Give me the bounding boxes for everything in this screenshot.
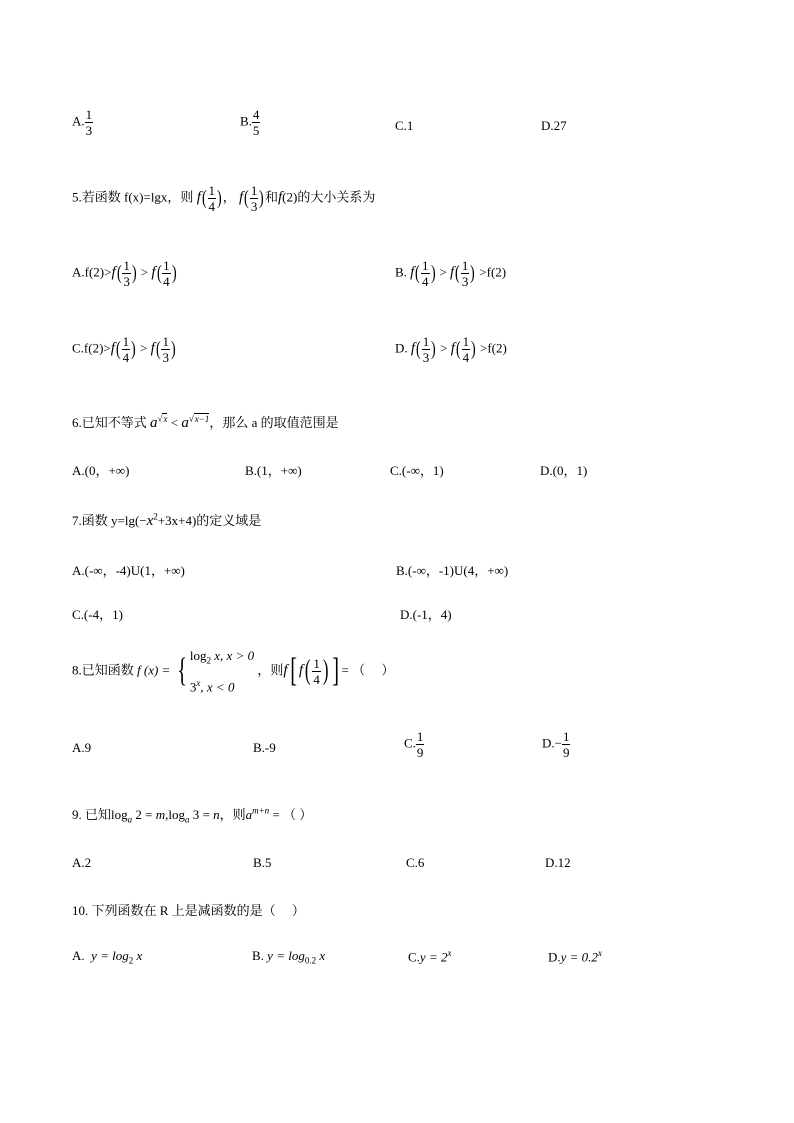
paren: ( [455, 338, 461, 360]
q7-prefix: 7.函数 y=lg(− [72, 513, 147, 528]
option-tail: >f(2) [479, 264, 507, 280]
exponent: x [196, 677, 201, 688]
option-label: B. [240, 113, 252, 129]
q9-option-c: C.6 [406, 855, 425, 870]
numerator: 1 [162, 334, 169, 349]
case-1-rest: x, x > 0 [211, 648, 255, 663]
formula: y = log [267, 948, 305, 963]
q8-stem [72, 645, 394, 698]
numerator: 1 [208, 183, 216, 198]
fraction [461, 259, 470, 288]
option-label: C. [404, 735, 416, 751]
q7-option-c: C.(-4，1) [72, 607, 123, 622]
paren: ) [431, 338, 436, 360]
paren: ) [217, 187, 222, 209]
denominator: 3 [85, 123, 93, 138]
q8-option-a: A.9 [72, 740, 92, 755]
q10-option-b [252, 948, 325, 966]
comma: , [165, 807, 169, 822]
brace: { [176, 652, 187, 690]
option-label: A. [72, 948, 85, 963]
option-label: C. [408, 949, 420, 965]
formula: y = 0.2 [560, 949, 598, 965]
denominator: 4 [208, 199, 216, 214]
base-a: a [245, 807, 253, 822]
q6-option-d: D.(0，1) [540, 463, 588, 478]
base-3: 3 [189, 678, 197, 694]
denominator: 4 [122, 350, 130, 365]
func-f: f [283, 662, 288, 679]
fraction [85, 108, 94, 137]
func-f: f [450, 340, 455, 357]
base-a: a [150, 415, 158, 431]
numerator: 1 [122, 334, 130, 349]
denominator: 3 [461, 274, 469, 289]
option-label: A. [72, 113, 85, 129]
var-n: n [213, 807, 220, 822]
then: ，则 [257, 662, 284, 678]
then: ，则 [219, 807, 246, 822]
paren: ) [430, 262, 436, 284]
denominator: 4 [163, 274, 170, 289]
option-label: D. [548, 949, 561, 965]
option-label: B. [252, 948, 264, 963]
fraction [312, 657, 321, 686]
paren: ( [155, 338, 161, 360]
power: 2 [153, 511, 158, 522]
paren: ( [115, 338, 121, 360]
paren: ) [322, 655, 329, 687]
q6-prefix: 6.已知不等式 [72, 415, 147, 430]
formula: y = log [91, 948, 129, 963]
q8-option-d [542, 730, 570, 759]
log-base: 0.2 [304, 955, 317, 966]
equals-blank: = （ ） [269, 807, 313, 822]
q10-option-c [408, 948, 451, 965]
paren: ) [470, 262, 476, 284]
q7-option-b: B.(-∞，-1)U(4，+∞) [396, 563, 509, 578]
log-base: 2 [206, 655, 212, 666]
numerator: 1 [416, 729, 424, 744]
argument: (2) [282, 189, 298, 205]
numerator: 1 [462, 334, 470, 349]
q6-suffix: ，那么 a 的取值范围是 [209, 415, 339, 430]
exponent: m+n [252, 805, 270, 816]
func-f: f [196, 189, 201, 206]
q5-option-a: A.f(2)>f( $\frac{1}{3}$ ) > f( $\frac{1}{4}$ ) [72, 258, 177, 289]
fraction [422, 335, 431, 364]
func-f: f [278, 189, 283, 206]
paren: ) [259, 187, 264, 209]
q5-prefix: 5.若函数 f(x)=lgx，则 [72, 189, 194, 205]
numerator: 1 [85, 107, 93, 122]
numerator: 1 [163, 258, 170, 273]
numerator: 1 [313, 655, 320, 671]
q7-suffix: +3x+4)的定义域是 [157, 513, 262, 528]
fraction [562, 730, 571, 759]
separator: ， [222, 189, 236, 205]
exponent: x [447, 948, 452, 958]
log-base: a [127, 814, 133, 825]
q4-option-c: C.1 [395, 118, 414, 133]
option-label: C.f(2)> [72, 340, 111, 356]
q7-option-a: A.(-∞，-4)U(1，+∞) [72, 563, 185, 578]
log: log [111, 807, 128, 822]
fraction [462, 335, 471, 364]
func-f: f [111, 264, 116, 281]
q9-option-b: B.5 [253, 855, 272, 870]
conjunction: 和 [264, 189, 278, 205]
q5-option-b: B. f( $\frac{1}{4}$ ) > f( $\frac{1}{3}$ ) >f(2) [395, 258, 507, 289]
denominator: 3 [250, 199, 258, 214]
variable-x: x [146, 513, 154, 529]
fraction [208, 184, 217, 213]
func-f: f [238, 189, 244, 206]
less-than: < [170, 415, 179, 430]
denominator: 5 [252, 123, 260, 138]
q10-stem: 10. 下列函数在 R 上是减函数的是（ ） [72, 903, 305, 918]
paren: ( [156, 262, 162, 284]
func-f: f [410, 264, 415, 281]
formula: y = 2 [419, 949, 448, 965]
q5-option-c: C.f(2)>f( $\frac{1}{4}$ ) > f( $\frac{1}{3}$ ) [72, 334, 176, 365]
q6-option-a: A.(0，+∞) [72, 463, 130, 478]
q4-option-a [72, 108, 93, 137]
function-fx: f (x) = [137, 662, 171, 678]
numerator: 4 [252, 107, 260, 122]
func-f: f [150, 340, 155, 357]
q5-suffix: 的大小关系为 [297, 189, 376, 205]
func-f: f [151, 264, 156, 281]
log: log [168, 807, 185, 822]
case-2 [190, 672, 254, 698]
minus-sign: − [554, 735, 562, 751]
option-tail: >f(2) [480, 340, 507, 356]
paren: ) [471, 338, 476, 360]
log-base: 2 [128, 955, 134, 966]
fraction [421, 259, 430, 288]
q8-option-c [404, 730, 424, 759]
fraction [250, 184, 259, 213]
fraction [122, 335, 131, 364]
q8-prefix: 8.已知函数 [72, 662, 134, 678]
base-a: a [181, 415, 189, 431]
paren: ) [170, 338, 176, 360]
paren: ( [304, 655, 311, 687]
variable-x: x [316, 948, 326, 963]
numerator: 1 [123, 258, 130, 273]
q8-option-b: B.-9 [253, 740, 276, 755]
q9-option-d: D.12 [545, 855, 571, 870]
q6-stem: 6.已知不等式 $a^{√x} < a^{√x-1}$，那么 a 的取值范围是 [72, 413, 339, 431]
paren: ) [171, 262, 177, 284]
piecewise-cases [190, 645, 254, 698]
bracket: [ [289, 652, 297, 690]
denominator: 4 [462, 350, 470, 365]
log-base: a [185, 814, 190, 825]
numerator: 1 [422, 334, 430, 349]
func-f: f [110, 340, 115, 357]
q4-option-d: D.27 [541, 118, 567, 133]
q9-prefix: 9. 已知 [72, 807, 112, 822]
denominator: 9 [416, 745, 424, 760]
paren: ( [201, 187, 207, 209]
case-1 [190, 645, 254, 672]
q7-stem [72, 510, 261, 530]
fraction [252, 108, 261, 137]
paren: ) [131, 262, 137, 284]
func-f: f [298, 662, 304, 679]
paren: ( [455, 262, 460, 284]
fraction [162, 259, 171, 288]
q10-option-a [72, 948, 142, 966]
numerator: 1 [250, 183, 258, 198]
q5-stem [72, 184, 375, 213]
var-m: m [155, 807, 166, 822]
option-label: B. [395, 264, 407, 280]
exponent: x−1 [194, 413, 210, 424]
q6-option-b: B.(1，+∞) [245, 463, 302, 478]
func-f: f [450, 264, 455, 281]
option-label: A.f(2)> [72, 264, 112, 280]
paren: ( [415, 262, 421, 284]
fraction [416, 730, 425, 759]
fraction [161, 335, 170, 364]
q7-option-d: D.(-1，4) [400, 607, 452, 622]
bracket: ] [332, 652, 340, 690]
func-f: f [410, 340, 416, 357]
equals-blank: = （ ） [341, 662, 395, 678]
q10-option-d [548, 948, 602, 965]
fraction [122, 259, 131, 288]
exponent: x [163, 413, 168, 424]
option-label: D. [542, 735, 555, 751]
numerator: 1 [461, 258, 469, 273]
numerator: 1 [422, 258, 429, 273]
numerator: 1 [562, 729, 570, 744]
log: log [189, 648, 207, 663]
q9-option-a: A.2 [72, 855, 92, 870]
paren: ( [116, 262, 122, 284]
denominator: 4 [313, 671, 320, 687]
q4-option-b [240, 108, 260, 137]
denominator: 4 [422, 274, 429, 289]
exponent: x [597, 948, 602, 958]
paren: ) [131, 338, 136, 360]
option-label: D. [395, 340, 408, 356]
q6-option-c: C.(-∞，1) [390, 463, 444, 478]
denominator: 9 [562, 745, 570, 760]
paren: ( [416, 338, 421, 360]
denominator: 3 [162, 350, 169, 365]
denominator: 3 [123, 274, 130, 289]
q5-option-d: D. f( $\frac{1}{3}$ ) > f( $\frac{1}{4}$ ) >f(2) [395, 334, 507, 365]
expr-2: 3 = [189, 807, 214, 822]
denominator: 3 [422, 350, 430, 365]
paren: ( [244, 187, 249, 209]
q9-stem [72, 804, 312, 825]
variable-x: x [133, 948, 143, 963]
case-2-rest: , x < 0 [200, 678, 235, 694]
expr-1: 2 = [132, 807, 156, 822]
